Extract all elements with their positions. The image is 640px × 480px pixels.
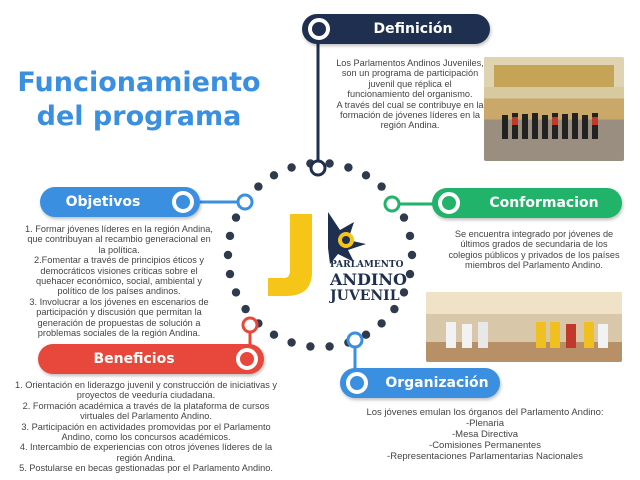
ring-dot (325, 159, 333, 167)
beneficios-item: 4. Intercambio de experiencias con otros jóvenes líderes de la región Andina. (19, 442, 273, 463)
definicion-knob-icon (308, 18, 330, 40)
ring-dot (408, 251, 416, 259)
ring-dot (287, 338, 295, 346)
title-line-2: del programa (36, 101, 242, 132)
objetivos-header (40, 187, 200, 217)
ring-dot (406, 270, 414, 278)
definicion-text: Los Parlamentos Andinos Juveniles, son un programa de participación juvenil que réplica el funcionamiento del organismo. A través del cual se contribuye en la formación de jóvenes líderes en la región Andina. (336, 58, 484, 131)
conformacion-label: Conformacion (489, 195, 599, 211)
ring-dot (377, 319, 385, 327)
organizacion-line: -Representaciones Parlamentarias Nacionales (387, 451, 583, 462)
organizacion-node (348, 333, 362, 347)
definicion-photo (484, 57, 624, 161)
students-photo-illustration (426, 292, 622, 362)
conformacion-header (432, 188, 622, 218)
beneficios-label: Beneficios (93, 351, 175, 367)
organizacion-line: -Comisiones Permanentes (429, 440, 541, 451)
organizacion-knob-icon (346, 372, 368, 394)
definicion-label: Definición (373, 21, 453, 37)
organizacion-header (340, 368, 500, 398)
beneficios-header (38, 344, 264, 374)
ring-dot (241, 305, 249, 313)
organizacion-text (340, 407, 630, 462)
organizacion-label: Organización (385, 375, 489, 391)
beneficios-knob-icon (236, 348, 258, 370)
logo-text-3: JUVENIL (330, 288, 400, 304)
beneficios-list (12, 380, 280, 474)
ring-dot (226, 232, 234, 240)
objetivos-label: Objetivos (65, 194, 141, 210)
conformacion-text: Se encuentra integrado por jóvenes de últimos grados de secundaria de los colegios públicos y privados de los países miembros del Parlamento Andino. (448, 229, 620, 271)
ring-dot (362, 171, 370, 179)
objetivos-item: 1. Formar jóvenes líderes en la región Andina, que contribuyan al recambio generacional en la política. (25, 224, 213, 255)
parlamento-andino-logo (250, 200, 407, 310)
ring-dot (306, 342, 314, 350)
organizacion-line: -Plenaria (465, 418, 505, 429)
ring-dot (270, 331, 278, 339)
ring-dot (254, 182, 262, 190)
ring-dot (400, 288, 408, 296)
beneficios-item: 5. Postularse en becas gestionadas por el Parlamento Andino. (19, 463, 273, 474)
conformacion-knob-icon (438, 192, 460, 214)
organizacion-line: -Mesa Directiva (452, 429, 518, 440)
beneficios-item: 3. Participación en actividades promovidas por el Parlamento Andino, como los concursos académicos. (21, 421, 271, 443)
ring-dot (400, 213, 408, 221)
title-line-1: Funcionamiento (17, 67, 261, 98)
logo-text-2: ANDINO (330, 270, 407, 289)
group-photo-illustration (484, 57, 624, 161)
objetivos-item: 2.Fomentar a través de principios éticos y democráticos visiones críticas sobre el quehacer económico, social, ambiental y político de los países andinos. (33, 255, 205, 297)
conformacion-photo (426, 292, 622, 362)
logo-text-1: PARLAMENTO (330, 260, 404, 270)
objetivos-knob-icon (172, 191, 194, 213)
ring-dot (406, 232, 414, 240)
ring-dot (325, 342, 333, 350)
objetivos-item: 3. Involucrar a los jóvenes en escenarios de participación y discusión que permitan la generación de propuestas de solución a problemas sociales de la región Andina. (29, 296, 209, 339)
ring-dot (377, 182, 385, 190)
ring-dot (224, 251, 232, 259)
ring-dot (232, 213, 240, 221)
ring-dot (270, 171, 278, 179)
objetivos-list (24, 224, 214, 338)
organizacion-line: Los jóvenes emulan los órganos del Parlamento Andino: (366, 407, 604, 418)
definicion-node (311, 161, 325, 175)
beneficios-item: 2. Formación académica a través de la plataforma de cursos virtuales del Parlamento Andino. (22, 400, 270, 422)
logo-j-shape (268, 214, 312, 296)
ring-dot (344, 163, 352, 171)
ring-dot (226, 270, 234, 278)
beneficios-node (243, 318, 257, 332)
ring-dot (287, 163, 295, 171)
beneficios-item: 1. Orientación en liderazgo juvenil y construcción de iniciativas y proyectos de veeduría ciudadana. (15, 380, 277, 401)
definicion-header (302, 14, 490, 44)
ring-dot (232, 288, 240, 296)
